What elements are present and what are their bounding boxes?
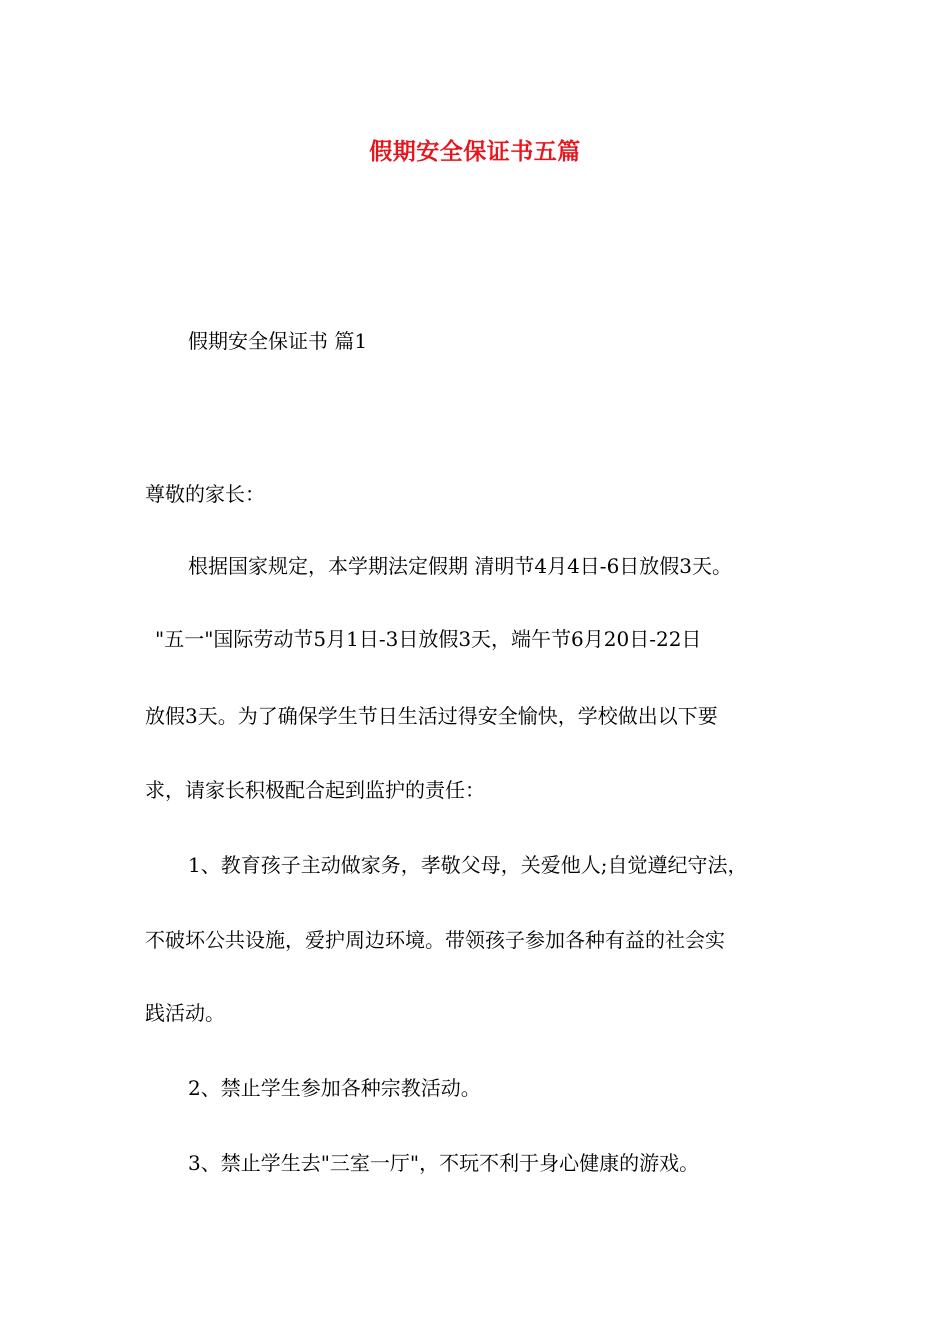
document-title: 假期安全保证书五篇 (369, 138, 581, 165)
paragraph-1-line-4: 求，请家长积极配合起到监护的责任： (145, 778, 485, 802)
item-3: 3、禁止学生去"三室一厅"，不玩不利于身心健康的游戏。 (188, 1151, 700, 1175)
item-2: 2、禁止学生参加各种宗教活动。 (188, 1076, 481, 1100)
salutation: 尊敬的家长： (145, 482, 265, 506)
item-1-line-2: 不破坏公共设施，爱护周边环境。带领孩子参加各种有益的社会实 (145, 928, 725, 952)
paragraph-1-line-3: 放假3天。为了确保学生节日生活过得安全愉快，学校做出以下要 (145, 704, 718, 728)
item-1-line-1: 1、教育孩子主动做家务，孝敬父母，关爱他人;自觉遵纪守法， (188, 853, 748, 877)
paragraph-1-line-1: 根据国家规定，本学期法定假期 清明节4月4日-6日放假3天。 (188, 554, 733, 578)
paragraph-1-line-2: "五一"国际劳动节5月1日-3日放假3天，端午节6月20日-22日 (155, 627, 702, 651)
section-heading: 假期安全保证书 篇1 (188, 329, 368, 353)
item-1-line-3: 践活动。 (145, 1001, 225, 1025)
